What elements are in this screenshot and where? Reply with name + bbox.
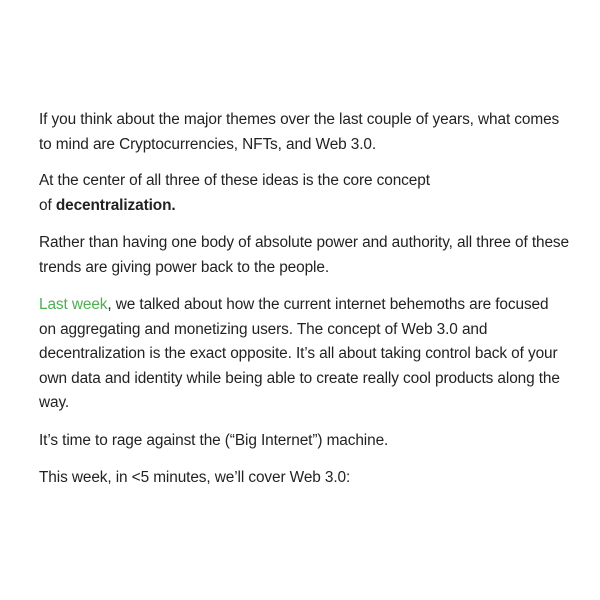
decentralization-bold: decentralization. bbox=[55, 196, 176, 214]
paragraph-center-text: At the center of all three of these ideas is the core concept bbox=[39, 172, 430, 189]
paragraph-this-week: This week, in <5 minutes, we’ll cover Web 3.0: bbox=[39, 469, 351, 486]
paragraph-rage: It’s time to rage against the (“Big Internet”) machine. bbox=[39, 431, 389, 449]
last-week-link[interactable]: Last week bbox=[39, 296, 108, 313]
paragraph-power: Rather than having one body of absolute power and authority, all three of these trends are giving power back to the people. bbox=[39, 234, 569, 276]
paragraph-major-themes: If you think about the major themes over the last couple of years, what comes to mind are Cryptocurrencies, NFTs, and Web 3.0. bbox=[39, 111, 560, 153]
paragraph-center bbox=[39, 169, 569, 218]
paragraph-center-of: of bbox=[39, 196, 56, 214]
paragraph-last-week bbox=[39, 293, 569, 416]
last-week-text: , we talked about how the current internet behemoths are focused on aggregating and monetizing users. The concept of Web 3.0 and decentralization is the exact opposite. It’s all about taking control back of your own data and identity while being able to create really cool products along the way. bbox=[39, 296, 560, 411]
article-body bbox=[39, 108, 569, 504]
